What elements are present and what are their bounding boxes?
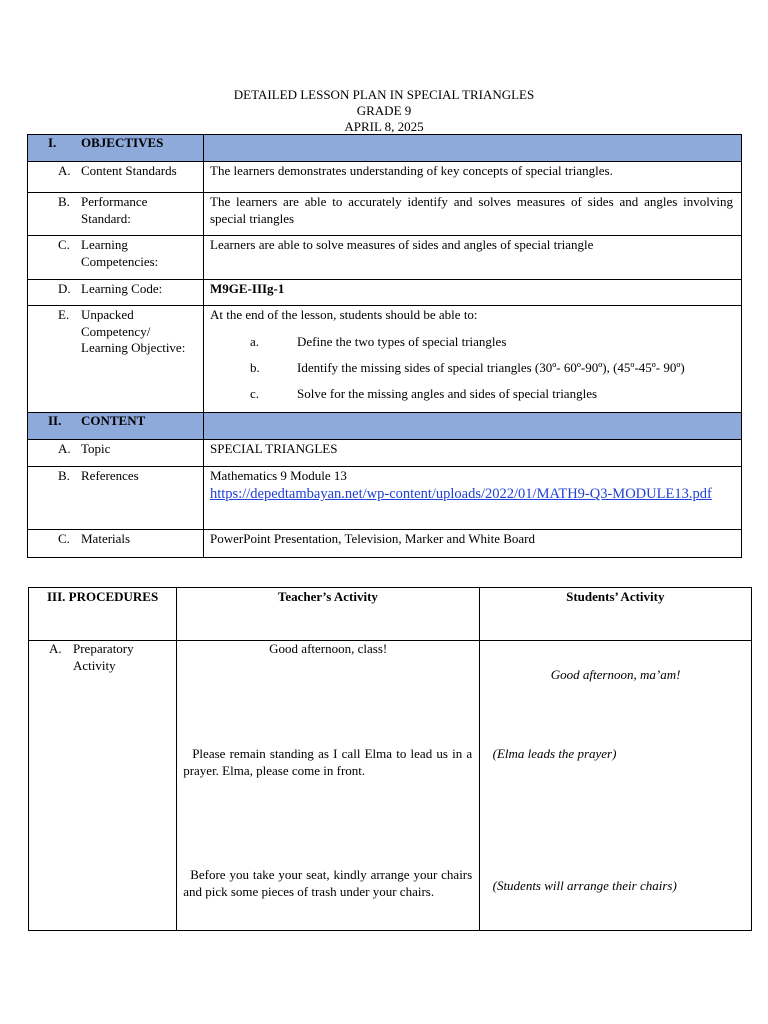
- teacher-prayer-instruction: Please remain standing as I call Elma to lead us in a prayer. Elma, please come in front.: [183, 746, 473, 778]
- learning-code-value: M9GE-IIIg-1: [210, 281, 285, 296]
- row-label: Preparatory Activity: [73, 641, 134, 673]
- content-heading-cell: [28, 412, 204, 439]
- students-greeting: Good afternoon, ma’am!: [550, 667, 681, 682]
- materials-value: PowerPoint Presentation, Television, Marker and White Board: [210, 530, 535, 546]
- document-title: DETAILED LESSON PLAN IN SPECIAL TRIANGLES: [233, 87, 535, 102]
- learning-competencies-value: Learners are able to solve measures of sides and angles of special triangle: [210, 237, 594, 252]
- objective-list: [204, 334, 741, 412]
- list-item-text: Solve for the missing angles and sides of special triangles: [297, 385, 598, 401]
- document-header: [0, 87, 768, 135]
- section-number: I.: [48, 135, 57, 150]
- students-activity-cell: [479, 641, 751, 931]
- table-row: [28, 466, 742, 529]
- list-item-letter: c.: [250, 385, 260, 401]
- table-row: [29, 641, 752, 931]
- table-row: [28, 280, 742, 306]
- document-grade: GRADE 9: [356, 103, 412, 118]
- objectives-content-table: [27, 134, 742, 558]
- row-letter: E.: [58, 307, 70, 322]
- objectives-header-row: [28, 135, 742, 162]
- procedures-table: [28, 587, 752, 931]
- row-letter: A.: [58, 440, 71, 456]
- objectives-heading-cell: [28, 135, 204, 162]
- row-label: Topic: [81, 440, 111, 456]
- list-item: [204, 360, 741, 386]
- teacher-arrange-instruction: Before you take your seat, kindly arrange your chairs and pick some pieces of trash under your chairs.: [183, 867, 473, 899]
- table-row: [28, 162, 742, 193]
- row-label: Performance Standard:: [81, 194, 148, 226]
- row-letter: C.: [58, 530, 70, 546]
- list-item-letter: a.: [250, 333, 260, 349]
- objectives-heading-blank: [204, 135, 742, 162]
- procedures-header-row: [29, 588, 752, 641]
- content-header-row: [28, 412, 742, 439]
- row-label: Learning Code:: [81, 281, 163, 296]
- performance-standard-value: The learners are able to accurately identify and solves measures of sides and angles involving special triangles: [210, 194, 733, 226]
- list-item-text: Identify the missing sides of special triangles (30º- 60º-90º), (45º-45º- 90º): [297, 359, 685, 375]
- references-link[interactable]: https://depedtambayan.net/wp-content/uploads/2022/01/MATH9-Q3-MODULE13.pdf: [210, 486, 712, 502]
- table-row: [28, 193, 742, 236]
- content-heading-blank: [204, 412, 742, 439]
- students-prayer-response: (Elma leads the prayer): [492, 746, 617, 761]
- section-heading: OBJECTIVES: [81, 135, 164, 150]
- table-row: [28, 529, 742, 557]
- row-letter: A.: [49, 641, 62, 656]
- row-label: Materials: [81, 530, 131, 546]
- row-label: Content Standards: [81, 163, 177, 178]
- teacher-column-header: Teacher’s Activity: [177, 588, 479, 641]
- row-label: Learning Competencies:: [81, 237, 159, 269]
- table-row: [28, 439, 742, 466]
- row-letter: A.: [58, 163, 71, 178]
- row-label: Unpacked Competency/ Learning Objective:: [81, 307, 186, 355]
- row-letter: C.: [58, 237, 70, 252]
- students-arrange-response: (Students will arrange their chairs): [492, 878, 677, 893]
- list-item: [204, 386, 741, 412]
- teacher-activity-cell: [177, 641, 479, 931]
- references-value: Mathematics 9 Module 13: [210, 467, 347, 483]
- document-date: APRIL 8, 2025: [344, 119, 424, 134]
- row-letter: D.: [58, 281, 71, 296]
- preparatory-activity-label: [49, 641, 169, 674]
- section-heading: CONTENT: [81, 412, 146, 428]
- teacher-greeting: Good afternoon, class!: [269, 641, 388, 656]
- learning-objective-intro: At the end of the lesson, students should be able to:: [210, 307, 478, 322]
- table-row: [28, 306, 742, 413]
- students-column-header: Students’ Activity: [479, 588, 751, 641]
- list-item: [204, 334, 741, 360]
- preparatory-activity-cell: [29, 641, 177, 931]
- table-row: [28, 236, 742, 280]
- row-letter: B.: [58, 194, 70, 209]
- list-item-letter: b.: [250, 359, 260, 375]
- row-label: References: [81, 467, 139, 483]
- section-number: II.: [48, 412, 62, 428]
- list-item-text: Define the two types of special triangles: [297, 333, 507, 349]
- content-standards-value: The learners demonstrates understanding of key concepts of special triangles.: [210, 163, 613, 178]
- procedures-column-header: III. PROCEDURES: [29, 588, 177, 641]
- row-letter: B.: [58, 467, 70, 483]
- topic-value: SPECIAL TRIANGLES: [210, 440, 338, 456]
